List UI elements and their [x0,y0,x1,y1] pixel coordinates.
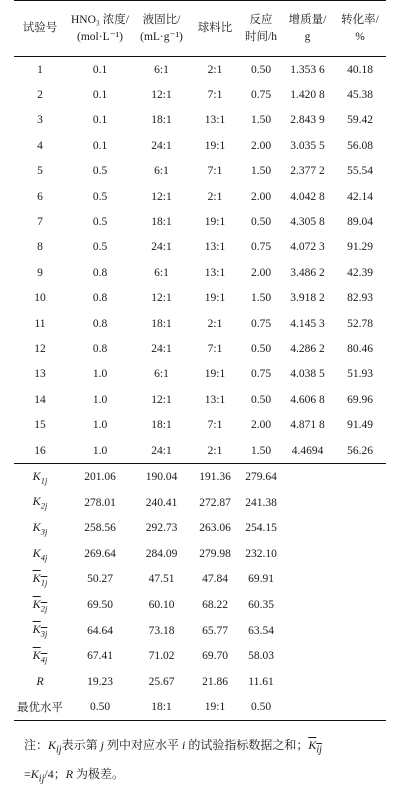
header-mass [281,1,334,57]
table-row [14,133,386,158]
stat-cell: 240.41 [145,496,178,509]
table-cell: 12:1 [151,190,172,203]
stat-label [14,592,66,618]
note-k3: K [30,767,39,782]
table-cell: 7:1 [207,419,223,432]
stat-cell: 232.10 [245,547,277,560]
stat-symbol-subscript: 3j [40,628,48,639]
stat-cell: 292.73 [145,522,178,535]
header-hno3-line2: (mol·L⁻¹) [77,30,123,43]
table-cell: 2:1 [207,63,223,76]
stat-cell: 191.36 [189,464,241,490]
table-cell: 13:1 [204,393,226,406]
stat-cell: 21.86 [202,675,228,688]
table-cell: 4 [37,139,43,152]
table-cell: 0.8 [92,266,108,279]
note-text-6: /4； [44,767,66,782]
stat-row [14,515,386,541]
stat-cell: 263.06 [199,522,231,535]
stat-cell: 47.51 [148,573,175,586]
table-cell: 19:1 [204,216,226,229]
table-cell: 1.0 [92,368,108,381]
stat-cell: 60.10 [148,599,175,612]
empty-cell [334,490,386,516]
table-cell: 4.038 5 [290,368,325,381]
table-cell: 51.93 [347,368,373,381]
stat-row [14,464,386,490]
empty-cell [334,643,386,669]
table-row [14,108,386,133]
header-liquid-solid [134,1,189,57]
table-cell: 0.1 [92,63,108,76]
table-cell: 24:1 [151,139,172,152]
stat-symbol [32,494,48,511]
table-cell: 19:1 [204,139,226,152]
table-row [14,235,386,260]
header-ls-line2: (mL·g⁻¹) [140,30,183,43]
note-k1: K [48,738,57,752]
stat-row [14,541,386,567]
table-cell: 0.75 [250,368,272,381]
table-cell: 91.29 [347,241,373,254]
stat-symbol [32,622,48,639]
table-cell: 3.035 5 [290,139,325,152]
table-row [14,82,386,107]
table-row [14,57,386,83]
empty-cell [281,515,334,541]
stat-cell: 60.35 [248,599,274,612]
table-cell: 18:1 [151,419,172,432]
table-cell: 4.072 3 [290,241,325,254]
table-cell: 91.49 [347,419,373,432]
stat-symbol [32,571,48,588]
table-cell: 7:1 [207,342,223,355]
empty-cell [334,592,386,618]
empty-cell [334,541,386,567]
table-row [14,362,386,387]
stat-cell: 284.09 [145,547,178,560]
stat-cell: 258.56 [84,522,116,535]
stat-cell: 190.04 [134,464,189,490]
table-row [14,159,386,184]
stat-symbol-letter: K [32,622,41,637]
stat-cell: 65.77 [202,624,228,637]
table-cell: 0.5 [92,165,108,178]
table-cell: 24:1 [151,342,172,355]
table-cell: 59.42 [347,114,373,127]
note-k2-sub: ij [316,744,322,756]
table-cell: 4.042 8 [290,190,325,203]
table-cell: 89.04 [347,216,373,229]
table-cell: 2.00 [250,139,272,152]
table-cell: 13 [34,368,46,381]
table-cell: 0.50 [250,216,272,229]
table-row [14,387,386,412]
table-cell: 13:1 [204,241,226,254]
empty-cell [334,515,386,541]
table-cell: 12:1 [151,393,172,406]
table-cell: 1.420 8 [290,89,325,102]
header-trial: 试验号 [14,1,66,57]
stat-symbol-letter: K [32,468,41,483]
table-cell: 0.5 [92,241,108,254]
table-cell: 0.5 [92,190,108,203]
table-cell: 9 [37,266,43,279]
header-time-line1: 反应 [249,13,273,26]
empty-cell [281,541,334,567]
table-cell: 55.54 [347,165,373,178]
stat-cell: 201.06 [66,464,134,490]
header-ball-ratio: 球料比 [189,1,241,57]
table-cell: 56.08 [347,139,373,152]
table-cell: 18:1 [151,317,172,330]
stat-cell: 11.61 [248,675,274,688]
stat-cell: 69.50 [87,599,113,612]
table-cell: 2:1 [207,317,223,330]
stat-cell: 71.02 [148,650,175,663]
note-i: i [181,738,186,752]
stat-symbol [32,545,48,563]
table-cell: 11 [34,317,46,330]
table-row [14,286,386,311]
empty-cell [334,618,386,644]
table-cell: 7:1 [207,165,223,178]
table-cell: 2.00 [250,419,272,432]
table-cell: 19:1 [204,368,226,381]
empty-cell [281,618,334,644]
table-cell: 12:1 [151,89,172,102]
table-cell: 1.0 [92,393,108,406]
stat-symbol-letter: R [36,674,44,689]
stat-symbol-letter: K [32,571,41,586]
table-cell: 5 [37,165,43,178]
table-cell: 1.50 [250,165,272,178]
table-cell: 19:1 [204,292,226,305]
table-cell: 52.78 [347,317,373,330]
stat-symbol-letter: K [32,545,41,560]
empty-cell [334,669,386,695]
table-cell: 1.50 [250,292,272,305]
table-cell: 3.486 2 [290,266,325,279]
stat-cell: 50.27 [87,573,113,586]
header-conv-line2: % [355,30,365,43]
table-row [14,184,386,209]
table-cell: 0.8 [92,292,108,305]
stat-label [14,515,66,541]
stat-cell: 19:1 [189,695,241,721]
stat-symbol [32,468,48,486]
empty-cell [334,464,386,490]
table-cell: 6:1 [154,165,169,178]
stat-symbol-letter: K [32,648,41,662]
table-cell: 0.75 [250,89,272,102]
data-body [14,57,386,464]
table-cell: 0.1 [92,114,108,127]
stat-symbol-letter: K [32,494,41,509]
table-cell: 2 [37,89,43,102]
stat-cell: 58.03 [248,650,274,663]
table-cell: 4.305 8 [290,216,325,229]
table-row [14,438,386,464]
table-row [14,209,386,234]
table-cell: 1.0 [92,444,108,457]
empty-cell [281,669,334,695]
table-cell: 13:1 [204,114,226,127]
table-cell: 2:1 [207,444,223,457]
table-cell: 4.145 3 [290,317,325,330]
empty-cell [281,464,334,490]
stat-label [14,490,66,516]
stat-cell: 47.84 [202,573,228,586]
header-conversion [334,1,386,57]
note-j: j [100,738,104,752]
table-cell: 16 [34,444,46,457]
stat-symbol [32,520,48,537]
table-cell: 3.918 2 [290,292,325,305]
note-text-2: 表示第 [61,738,101,752]
stat-label-text: 最优水平 [17,702,63,715]
table-cell: 1.50 [250,444,272,457]
note-prefix: 注： [24,738,49,752]
table-cell: 4.606 8 [290,393,325,406]
empty-cell [281,643,334,669]
table-cell: 82.93 [347,292,373,305]
k-body [14,464,386,721]
table-cell: 2.00 [250,266,272,279]
stat-label [14,464,66,490]
stat-cell: 241.38 [245,496,277,509]
stat-symbol-subscript: 2j [40,500,48,511]
stat-cell: 63.54 [248,624,274,637]
stat-row [14,695,386,721]
empty-cell [281,592,334,618]
table-cell: 0.8 [92,342,108,355]
stat-cell: 269.64 [84,547,116,560]
table-cell: 10 [34,292,46,305]
stat-cell: 279.64 [241,464,281,490]
table-cell: 0.1 [92,89,108,102]
stat-label [14,643,66,669]
table-cell: 7:1 [207,89,223,102]
note-k3-sub: ij [38,773,45,785]
stat-cell: 73.18 [148,624,175,637]
table-cell: 4.286 2 [290,342,325,355]
table-row [14,311,386,336]
table-cell: 6:1 [154,63,169,76]
stat-row [14,567,386,593]
stat-label [14,618,66,644]
table-cell: 18:1 [151,114,172,127]
table-cell: 45.38 [347,89,373,102]
table-cell: 6:1 [154,266,169,279]
stat-label [14,541,66,567]
header-ls-line1: 液固比/ [142,13,181,26]
table-cell: 18:1 [151,216,172,229]
stat-cell: 278.01 [84,496,116,509]
table-cell: 69.96 [347,393,373,406]
stat-symbol-subscript: 1j [40,577,48,588]
stat-row [14,490,386,516]
table-cell: 2:1 [207,190,223,203]
stat-row [14,618,386,644]
empty-cell [281,567,334,593]
empty-cell [334,567,386,593]
table-note [24,733,389,792]
header-time-line2: 时间/h [245,30,277,43]
table-cell: 0.50 [250,393,272,406]
note-text-3: 列中对应水平 [103,738,182,752]
note-k2: K [308,738,317,752]
stat-row [14,643,386,669]
stat-symbol-letter: K [32,596,41,611]
table-cell: 12 [34,342,46,355]
table-cell: 14 [34,393,46,406]
table-cell: 6 [37,190,43,203]
header-time [241,1,281,57]
header-hno3 [66,1,134,57]
stat-row [14,669,386,695]
stat-symbol [32,648,48,665]
note-k1-sub: ij [56,744,62,756]
stat-label [14,567,66,593]
table-cell: 7 [37,216,43,229]
header-row [14,1,386,57]
stat-symbol [36,674,43,688]
note-text-4: 的试验指标数据之和； [185,738,309,752]
table-cell: 0.50 [250,63,272,76]
table-cell: 24:1 [151,444,172,457]
table-cell: 8 [37,241,43,254]
header-conv-line1: 转化率/ [341,13,379,26]
note-text-7: 为极差。 [73,767,125,782]
stat-label [14,695,66,721]
stat-label [14,669,66,695]
note-text-5: = [24,767,31,782]
table-cell: 42.14 [347,190,373,203]
empty-cell [334,695,386,721]
table-cell: 0.5 [92,216,108,229]
table-cell: 2.843 9 [290,114,325,127]
stat-cell: 0.50 [66,695,134,721]
stat-symbol-letter: K [32,520,41,535]
stat-cell: 25.67 [148,675,175,688]
table-cell: 4.4694 [291,444,324,457]
table-cell: 0.8 [92,317,108,330]
table-cell: 0.1 [92,139,108,152]
table-cell: 80.46 [347,342,373,355]
note-r: R [65,767,74,782]
table-cell: 13:1 [204,266,226,279]
orthogonal-test-table [14,0,386,721]
stat-cell: 69.70 [202,650,228,663]
table-cell: 6:1 [154,368,169,381]
note-kbar [308,738,322,756]
table-cell: 40.18 [347,63,373,76]
stat-cell: 19.23 [87,675,113,688]
table-cell: 1 [37,63,43,76]
stat-cell: 272.87 [199,496,231,509]
stat-symbol-subscript: 2j [40,603,48,614]
table-cell: 2.377 2 [290,165,325,178]
table-row [14,336,386,361]
stat-cell: 254.15 [245,522,277,535]
stat-cell: 18:1 [134,695,189,721]
stat-symbol-subscript: 1j [40,475,48,486]
table-cell: 2.00 [250,190,272,203]
stat-cell: 69.91 [248,573,274,586]
table-row [14,412,386,437]
stat-cell: 279.98 [199,547,231,560]
table-cell: 12:1 [151,292,172,305]
stat-symbol-subscript: 3j [40,526,48,537]
stat-symbol-subscript: 4j [40,654,48,665]
stat-cell: 68.22 [202,599,228,612]
empty-cell [281,490,334,516]
table-cell: 0.75 [250,317,272,330]
table-cell: 1.353 6 [290,63,325,76]
stat-cell: 64.64 [87,624,113,637]
stat-cell: 0.50 [241,695,281,721]
table-cell: 42.39 [347,266,373,279]
stat-symbol-subscript: 4j [40,552,48,563]
stat-cell: 67.41 [87,650,113,663]
table-cell: 0.75 [250,241,272,254]
table-cell: 15 [34,419,46,432]
header-hno3-line1: HNO₃ 浓度/ [71,13,129,26]
table-cell: 1.0 [92,419,108,432]
table-row [14,260,386,285]
table-cell: 56.26 [347,444,373,457]
header-mass-line1: 增质量/ [288,13,327,26]
header-mass-line2: g [304,30,311,43]
table-cell: 1.50 [250,114,272,127]
stat-symbol [32,596,48,614]
table-cell: 3 [37,114,43,127]
table-cell: 0.50 [250,342,272,355]
stat-row [14,592,386,618]
empty-cell [281,695,334,721]
table-cell: 24:1 [151,241,172,254]
table-cell: 4.871 8 [290,419,325,432]
